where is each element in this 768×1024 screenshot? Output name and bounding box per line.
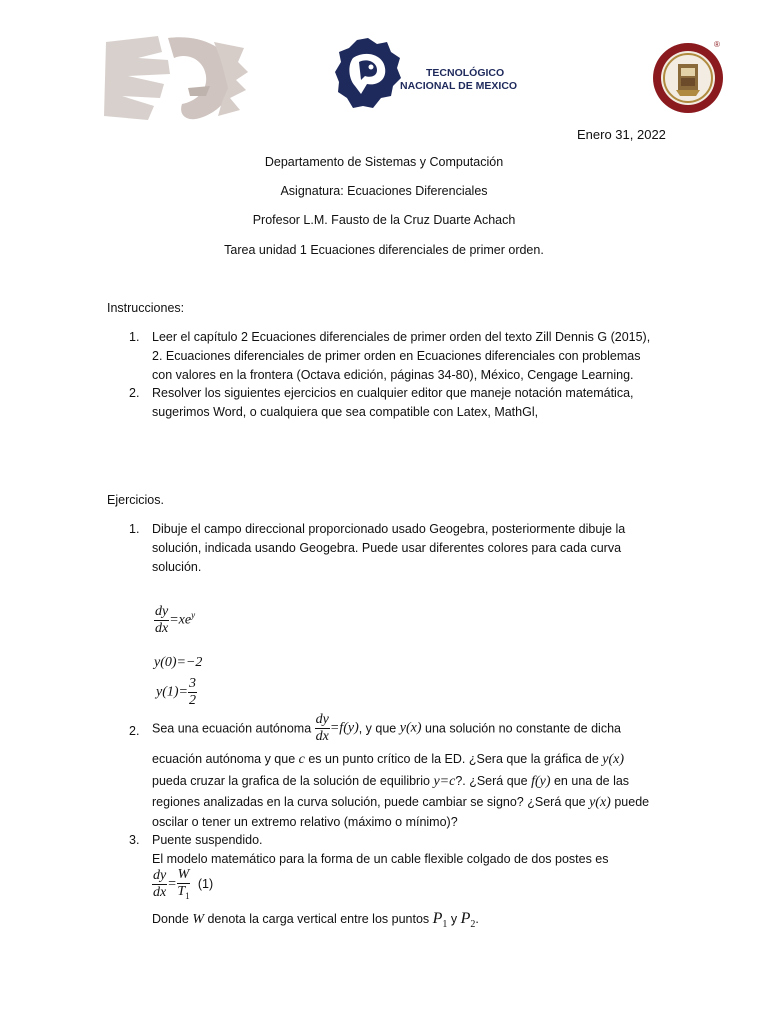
ex2-l2-a: ecuación autónoma y que [152, 752, 296, 766]
cond2-lhs: y(1)= [156, 684, 188, 700]
department: Departamento de Sistemas y Computación [264, 155, 504, 169]
exercise-2-line-4 [152, 795, 649, 811]
eq3-wden-sub: 1 [185, 890, 190, 901]
exercise-3-line-1: El modelo matemático para la forma de un cable flexible colgado de dos postes es [152, 852, 609, 866]
ex2-l3-fy: f(y) [531, 774, 551, 789]
ex3-l2-a: Donde [152, 912, 189, 926]
ex2-frac-num: dy [315, 712, 329, 727]
exercise-2-line-1 [152, 713, 621, 744]
ex3-l2-c: denota la carga vertical entre los puntos [207, 912, 430, 926]
professor: Profesor L.M. Fausto de la Cruz Duarte Achach [252, 213, 516, 227]
assignment-title: Tarea unidad 1 Ecuaciones diferenciales de primer orden. [224, 243, 544, 257]
exercise-2-line-2 [152, 752, 624, 768]
ex2-l4-a: regiones analizadas en la curva solución, puede cambiar se signo? ¿Será que [152, 795, 586, 809]
exercise-1-line-2: solución, indicada usando Geogebra. Puede usar diferentes colores para cada curva [152, 541, 622, 555]
exercise-3-title: Puente suspendido. [152, 833, 263, 847]
ex2-l4-yx: y(x) [589, 795, 611, 810]
instruction-2-line-1: Resolver los siguientes ejercicios en cualquier editor que maneje notación matemática, [152, 386, 634, 400]
instruction-1-line-3: con valores en la frontera (Octava edición, páginas 34-80), México, Cengage Learning. [152, 368, 634, 382]
exercise-2-line-3 [152, 774, 629, 790]
ex2-l3-e: en una de las [553, 774, 630, 788]
instruction-2-number: 2. [129, 386, 140, 400]
exercise-1-number: 1. [129, 522, 140, 536]
ex2-l4-c: puede [614, 795, 650, 809]
ex2-l2-text: es un punto crítico de la ED. ¿Sera que la gráfica de [308, 752, 599, 766]
ex3-l2-p2: P [460, 910, 471, 927]
ex3-l2-period: . [475, 912, 479, 926]
instruction-2-line-2: sugerimos Word, o cualquiera que sea compatible con Latex, MathGl, [152, 405, 539, 419]
ex3-l2-y: y [450, 912, 458, 926]
ex3-l2-p2-sub: 2 [470, 919, 476, 931]
exercise-1-line-1: Dibuje el campo direccional proporcionado usado Geogebra, posteriormente dibuje la [152, 522, 626, 536]
exercise-2-number: 2. [129, 724, 140, 738]
tecnm-line2: NACIONAL DE MEXICO [400, 80, 518, 92]
eq3-num: dy [153, 867, 167, 883]
ex2-l3-yc: y=c [433, 774, 456, 789]
ex3-l2-w: W [192, 912, 204, 927]
eq3-label: (1) [197, 877, 214, 892]
instruction-1-line-2: 2. Ecuaciones diferenciales de primer orden en Ecuaciones diferenciales con problemas [152, 349, 641, 363]
ex2-fy: =f(y) [329, 720, 359, 736]
ex2-l2-c: c [298, 752, 305, 767]
ex2-frac-den: dx [315, 729, 329, 744]
registered-mark: ® [714, 40, 720, 49]
ex2-text-e: una solución no constante de dicha [425, 721, 621, 736]
cond2-denominator: 2 [189, 693, 196, 708]
exercise-3-number: 3. [129, 833, 140, 847]
eq3-equals: = [167, 876, 177, 892]
tecnm-line1: TECNOLÓGICO [426, 67, 505, 79]
initial-condition-2 [156, 677, 197, 708]
exercise-2-line-5: oscilar o tener un extremo relativo (máximo o mínimo)? [152, 815, 458, 829]
itmerida-seal [650, 40, 726, 116]
subject: Asignatura: Ecuaciones Diferenciales [280, 184, 488, 198]
eq3-den: dx [153, 884, 167, 900]
aztec-eagle-logo [98, 32, 250, 124]
eq3-wden: T [177, 884, 186, 899]
ex2-fraction [315, 713, 330, 744]
eq1-numerator: dy [155, 604, 169, 619]
exercise-1-line-3: solución. [152, 560, 202, 574]
ex2-yx: y(x) [399, 720, 422, 736]
ex2-l2-yx: y(x) [602, 752, 625, 767]
ex3-l2-p1-sub: 1 [442, 919, 448, 931]
eq1-denominator: dx [155, 621, 169, 636]
cond2-numerator: 3 [189, 676, 196, 691]
tecnm-logo [333, 36, 403, 112]
ex3-l2-p1: P [432, 910, 443, 927]
instruction-1-line-1: Leer el capítulo 2 Ecuaciones diferenciales de primer orden del texto Zill Dennis G (2015), [152, 330, 651, 344]
exercise-3-line-2 [152, 910, 479, 930]
ex2-text-c: , y que [358, 721, 397, 736]
eq1-exponent: y [191, 610, 196, 621]
date: Enero 31, 2022 [577, 127, 666, 142]
initial-condition-1: y(0)=−2 [154, 655, 203, 670]
exercise-3-equation [152, 868, 213, 901]
exercise-1-equation [154, 605, 195, 636]
instruction-1-number: 1. [129, 330, 140, 344]
ex2-l3-c: ?. ¿Será que [455, 774, 528, 788]
ex2-l3-a: pueda cruzar la grafica de la solución de equilibrio [152, 774, 430, 788]
tecnm-name [400, 67, 517, 93]
exercises-heading: Ejercicios. [107, 493, 164, 507]
eq3-wnum: W [177, 867, 190, 882]
eq1-rhs: =xe [169, 612, 192, 628]
instructions-heading: Instrucciones: [107, 301, 185, 315]
ex2-text-a: Sea una ecuación autónoma [152, 721, 312, 736]
